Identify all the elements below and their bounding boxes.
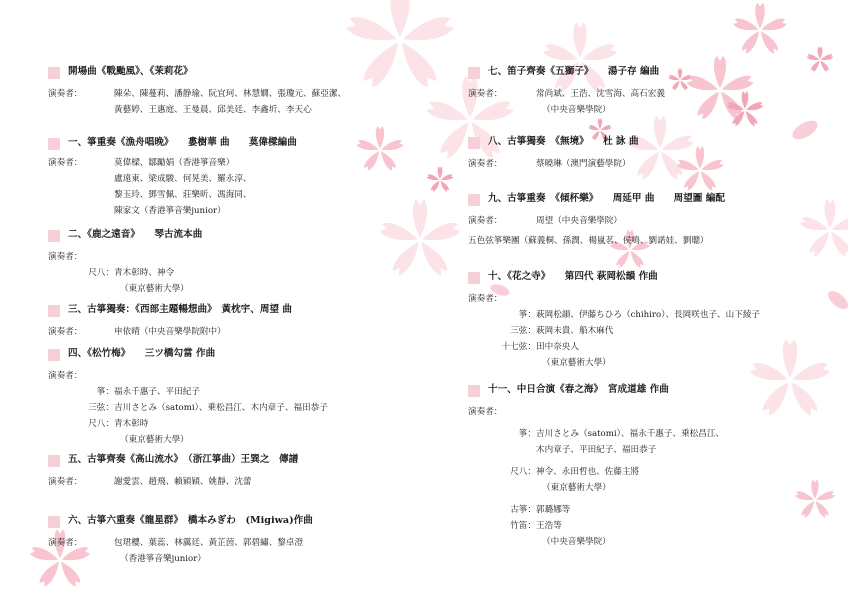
performer-line bbox=[48, 432, 448, 448]
program-item bbox=[48, 64, 448, 118]
performer-text: 田中奈央人 bbox=[536, 342, 579, 352]
performer-label: 演奏者： bbox=[468, 216, 503, 226]
program-item-title bbox=[48, 227, 448, 243]
performer-label: 十七弦： bbox=[501, 342, 536, 352]
performer-label: 演奏者： bbox=[48, 371, 83, 381]
pink-square-marker bbox=[48, 516, 60, 528]
program-item-title-text: 二、《鹿之遠音》 琴古流本曲 bbox=[68, 229, 203, 240]
program-item bbox=[48, 513, 448, 567]
pink-square-marker bbox=[468, 194, 480, 206]
performer-text: 神令、永田哲也、佐藤主將 bbox=[536, 467, 640, 477]
performer-line bbox=[468, 102, 848, 118]
performer-line bbox=[468, 213, 848, 229]
performer-text: 萩岡未貴、船木麻代 bbox=[536, 326, 614, 336]
program-item-title-text: 四、《松竹梅》 三ツ橋勾當 作曲 bbox=[68, 348, 216, 359]
performer-line bbox=[468, 323, 848, 339]
program-item bbox=[48, 135, 448, 219]
performer-text: 陳家文（香港箏音樂junior） bbox=[114, 206, 226, 216]
performer-line bbox=[468, 339, 848, 355]
program-item bbox=[48, 452, 448, 490]
performer-line bbox=[468, 291, 848, 307]
program-item bbox=[468, 191, 848, 249]
performer-label: 演奏者： bbox=[48, 158, 83, 168]
pink-square-marker bbox=[48, 67, 60, 79]
performer-line bbox=[48, 265, 448, 281]
performer-line bbox=[48, 324, 448, 340]
program-item-title bbox=[468, 134, 848, 150]
performer-line bbox=[48, 203, 448, 219]
performer-text: （東京藝術大學） bbox=[542, 483, 611, 493]
performer-label: 演奏者： bbox=[468, 159, 503, 169]
performer-text: 包珺櫻、葉蕊、林靄廷、黃芷茵、郭碧繡、黎卓澄 bbox=[114, 538, 304, 548]
performer-line bbox=[468, 480, 848, 496]
performer-label: 三弦： bbox=[88, 403, 114, 413]
program-item bbox=[48, 227, 448, 297]
performer-label: 尺八： bbox=[88, 268, 114, 278]
pink-square-marker bbox=[468, 385, 480, 397]
performer-text: 青木彰時、神令 bbox=[114, 268, 175, 278]
program-item-title-text: 十一、中日合演《春之海》 宮成道雄 作曲 bbox=[488, 384, 669, 395]
performer-label: 演奏者： bbox=[48, 89, 83, 99]
performer-line bbox=[48, 155, 448, 171]
program-item-title-text: 六、古箏六重奏《龍星群》 橋本みぎわ (Migiwa)作曲 bbox=[68, 515, 313, 526]
performer-line bbox=[468, 518, 848, 534]
performer-text: 陳朵、陳蔓莉、潘静瑜、阮宜珂、林慧嫺、張瓊元、蘇亞潔、 bbox=[114, 89, 347, 99]
performer-text: 莫偉樑、鄒勵娟（香港箏音樂） bbox=[114, 158, 235, 168]
performer-line bbox=[468, 233, 848, 249]
performer-text: 福永千惠子、平田紀子 bbox=[114, 387, 200, 397]
performer-line bbox=[48, 249, 448, 265]
performer-line bbox=[468, 307, 848, 323]
performer-text: （香港箏音樂junior） bbox=[120, 554, 206, 564]
pink-square-marker bbox=[48, 230, 60, 242]
program-item-title-text: 一、箏重奏《漁舟唱晚》 婁樹華 曲 莫偉樑編曲 bbox=[68, 137, 297, 148]
program-column-left bbox=[48, 0, 448, 601]
performer-text: 黃藝婷、王惠庭、王曼晨、邱美廷、李鑫圻、李天心 bbox=[114, 105, 312, 115]
performer-text: （中央音樂學院） bbox=[542, 537, 611, 547]
performer-text: 吉川さとみ（satomi）、乗松昌江、木内章子、福田恭子 bbox=[114, 403, 328, 413]
program-item bbox=[468, 269, 848, 371]
performer-label: 尺八： bbox=[510, 467, 536, 477]
program-item-title bbox=[48, 135, 448, 151]
pink-square-marker bbox=[48, 455, 60, 467]
performer-line bbox=[468, 442, 848, 458]
performer-line bbox=[468, 404, 848, 420]
program-item bbox=[468, 64, 848, 118]
performer-line bbox=[48, 400, 448, 416]
performer-line bbox=[468, 355, 848, 371]
performer-line bbox=[48, 474, 448, 490]
program-item-title-text: 三、古箏獨奏：《西部主題暢想曲》 黃枕宇、周望 曲 bbox=[68, 304, 292, 315]
performer-label: 演奏者： bbox=[48, 327, 83, 337]
performer-text: 五色弦箏樂團（蘇義桐、孫潤、楊嵐茗、侯鳴、劉諾娃、劉聰） bbox=[468, 236, 709, 246]
performer-label: 箏： bbox=[518, 429, 536, 439]
performer-label: 演奏者： bbox=[468, 294, 503, 304]
performer-label: 竹笛： bbox=[510, 521, 536, 531]
program-item-title-text: 五、古箏齊奏《高山流水》 （浙江箏曲）王巽之 傳譜 bbox=[68, 454, 299, 465]
program-item bbox=[48, 346, 448, 448]
program-item-title bbox=[48, 64, 448, 80]
performer-line bbox=[468, 464, 848, 480]
program-item-title bbox=[48, 302, 448, 318]
performer-text: 謝愛雲、趙飛、賴穎穎、姚靜、沈蕾 bbox=[114, 477, 252, 487]
performer-text: （東京藝術大學） bbox=[120, 435, 189, 445]
performer-label: 演奏者： bbox=[48, 477, 83, 487]
performer-text: （東京藝術大學） bbox=[120, 284, 189, 294]
program-item-title bbox=[468, 269, 848, 285]
performer-line bbox=[48, 86, 448, 102]
performer-line bbox=[48, 384, 448, 400]
performer-line bbox=[468, 534, 848, 550]
performer-text: 青木彰時 bbox=[114, 419, 149, 429]
performer-text: 木内章子、平田紀子、福田恭子 bbox=[536, 445, 657, 455]
performer-text: 盧遠東、梁成駿、何晃美、羅永淳、 bbox=[114, 174, 252, 184]
performer-line bbox=[48, 416, 448, 432]
performer-line bbox=[468, 502, 848, 518]
performer-text: 蔡曉琳（澳門演藝學院） bbox=[536, 159, 631, 169]
performer-line bbox=[468, 426, 848, 442]
performer-text: 王浩等 bbox=[536, 521, 562, 531]
performer-line bbox=[48, 171, 448, 187]
program-item-title bbox=[468, 191, 848, 207]
performer-text: 黎玉玲、鄧雪佩、莊樂昕、馮海同、 bbox=[114, 190, 252, 200]
pink-square-marker bbox=[48, 305, 60, 317]
pink-square-marker bbox=[48, 349, 60, 361]
performer-line bbox=[468, 86, 848, 102]
performer-text: 周望（中央音樂學院） bbox=[536, 216, 622, 226]
performer-label: 箏： bbox=[96, 387, 114, 397]
performer-label: 演奏者： bbox=[468, 89, 503, 99]
program-item-title bbox=[468, 382, 848, 398]
performer-label: 演奏者： bbox=[48, 252, 83, 262]
performer-label: 古箏： bbox=[510, 505, 536, 515]
pink-square-marker bbox=[48, 138, 60, 150]
program-item bbox=[48, 302, 448, 340]
performer-text: 萩岡松韻、伊藤ちひろ（chihiro）、長岡咲也子、山下綾子 bbox=[536, 310, 761, 320]
pink-square-marker bbox=[468, 67, 480, 79]
program-item-title bbox=[468, 64, 848, 80]
performer-label: 演奏者： bbox=[48, 538, 83, 548]
performer-label: 尺八： bbox=[88, 419, 114, 429]
performer-text: 郭璐娜等 bbox=[536, 505, 571, 515]
performer-text: 吉川さとみ（satomi）、福永千惠子、乗松昌江、 bbox=[536, 429, 725, 439]
performer-text: 常尚斌、王浩、沈雪海、高石宏義 bbox=[536, 89, 665, 99]
program-item-title-text: 七、笛子齊奏《五獅子》 湯子存 編曲 bbox=[488, 66, 660, 77]
program-item-title-text: 八、古箏獨奏 《無境》 杜 詠 曲 bbox=[488, 136, 639, 147]
performer-line bbox=[48, 102, 448, 118]
program-item-title bbox=[48, 452, 448, 468]
program-item bbox=[468, 382, 848, 550]
performer-line bbox=[48, 281, 448, 297]
performer-line bbox=[468, 156, 848, 172]
performer-label: 演奏者： bbox=[468, 407, 503, 417]
program-item-title bbox=[48, 513, 448, 529]
performer-line bbox=[48, 535, 448, 551]
program-item-title-text: 開場曲《戰颱風》、《茉莉花》 bbox=[68, 66, 193, 77]
performer-line bbox=[48, 187, 448, 203]
performer-text: （東京藝術大學） bbox=[542, 358, 611, 368]
program-item bbox=[468, 134, 848, 172]
program-item-title bbox=[48, 346, 448, 362]
performer-text: 申依晴（中央音樂學院附中） bbox=[114, 327, 226, 337]
performer-text: （中央音樂學院） bbox=[542, 105, 611, 115]
performer-label: 三弦： bbox=[510, 326, 536, 336]
performer-line bbox=[48, 368, 448, 384]
performer-line bbox=[48, 551, 448, 567]
program-item-title-text: 九、古箏重奏 《傾杯樂》 周延甲 曲 周望圖 編配 bbox=[488, 193, 725, 204]
performer-label: 箏： bbox=[518, 310, 536, 320]
pink-square-marker bbox=[468, 137, 480, 149]
program-item-title-text: 十、《花之寺》 第四代 萩岡松韻 作曲 bbox=[488, 271, 658, 282]
program-column-right bbox=[468, 0, 828, 601]
pink-square-marker bbox=[468, 272, 480, 284]
